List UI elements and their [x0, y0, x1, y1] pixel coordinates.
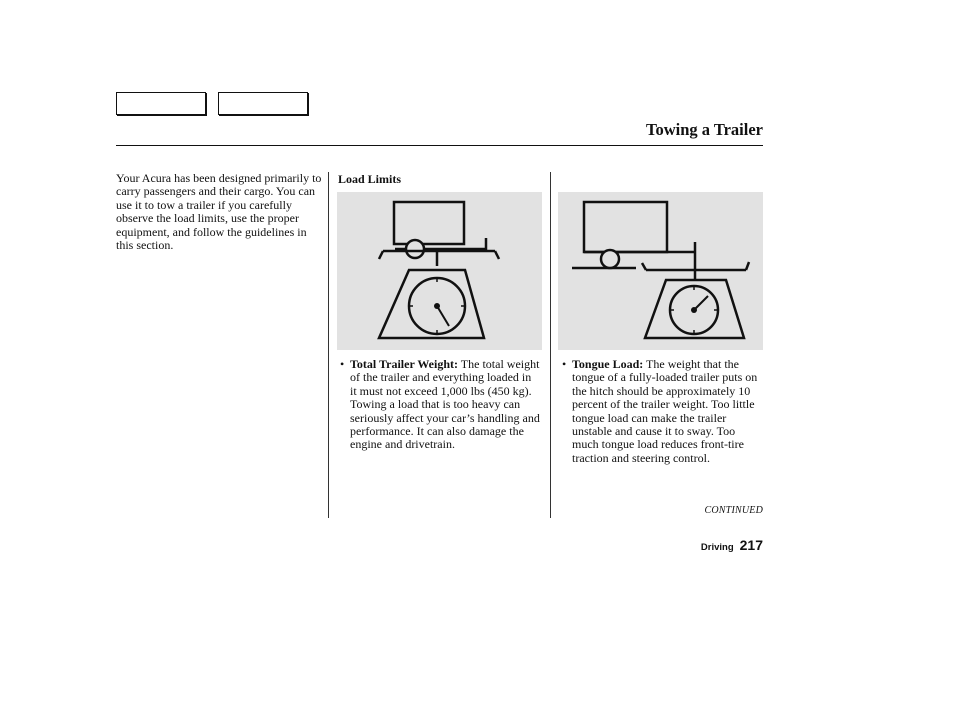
- total-trailer-weight-figure: [337, 192, 542, 350]
- footer-section-label: Driving: [700, 542, 734, 553]
- bullet-description: The total weight of the trailer and everything loaded in it must not exceed 1,000 lbs (450 kg). Towing a load that is too heavy can seriously affect your car’s handling and performance. It can also damage the engine and drivetrain.: [350, 357, 540, 452]
- page-title: Towing a Trailer: [645, 120, 763, 139]
- bullet-term: Tongue Load:: [572, 357, 644, 371]
- header-rule: [116, 145, 763, 146]
- tongue-load-figure: [558, 192, 763, 350]
- bullet-symbol: •: [340, 357, 345, 371]
- bullet-description: The weight that the tongue of a fully-loaded trailer puts on the hitch should be approximately 10 percent of the trailer weight. Too little tongue load can make the trailer unstable and cause it to sway. Too much tongue load reduces front-tire traction and steering control.: [572, 357, 758, 465]
- bullet-term: Total Trailer Weight:: [350, 357, 459, 371]
- page-number: 217: [739, 537, 763, 553]
- column-divider: [550, 172, 551, 518]
- continued-label: CONTINUED: [704, 505, 763, 516]
- trailer-on-scale-illustration: [337, 192, 542, 350]
- total-trailer-weight-bullet: [340, 358, 540, 452]
- bullet-symbol: •: [562, 357, 567, 371]
- tongue-load-bullet: [562, 358, 762, 465]
- next-page-button[interactable]: [218, 92, 308, 115]
- column-divider: [328, 172, 329, 518]
- load-limits-heading: Load Limits: [338, 172, 402, 186]
- intro-paragraph: Your Acura has been designed primarily to carry passengers and their cargo. You can use it to tow a trailer if you carefully observe the load limits, use the proper equipment, and follow the guidelines in this section.: [116, 171, 322, 253]
- page-footer: [701, 537, 763, 555]
- tongue-on-scale-illustration: [558, 192, 763, 350]
- previous-page-button[interactable]: [116, 92, 206, 115]
